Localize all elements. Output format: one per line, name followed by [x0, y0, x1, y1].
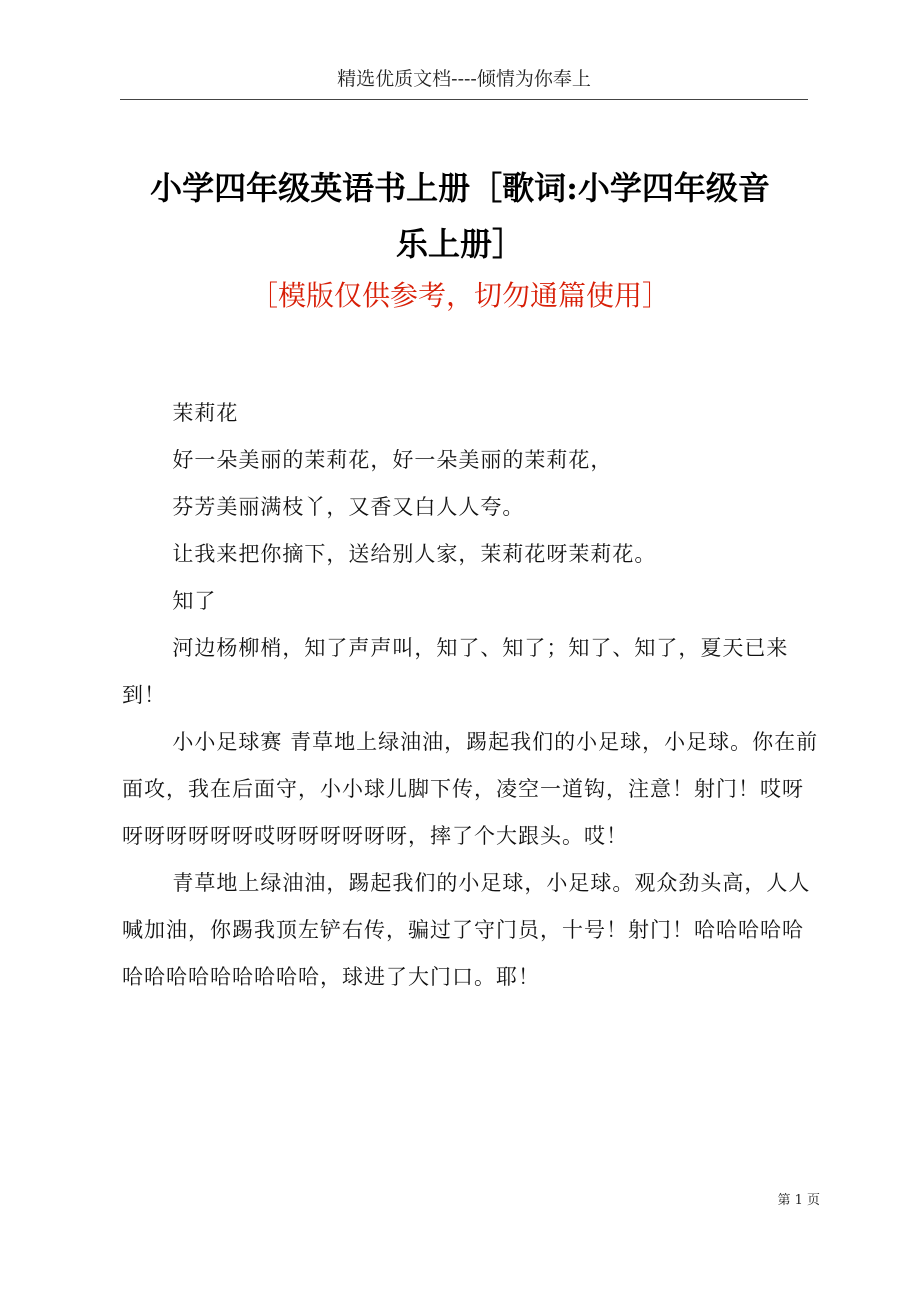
page-number: 第 1 页: [777, 1193, 820, 1208]
paragraph: 茉莉花: [172, 401, 239, 425]
template-notice: ［模版仅供参考，切勿通篇使用］: [249, 279, 670, 312]
title-line-1: 小学四年级英语书上册［歌词:小学四年级音: [150, 169, 770, 207]
page-header: 精选优质文档----倾情为你奉上: [120, 64, 808, 100]
title-line-2: 乐上册］: [395, 225, 524, 263]
paragraph: 河边杨柳梢，知了声声叫，知了、知了；知了、知了，夏天已来到！: [122, 636, 789, 707]
paragraph: 知了: [172, 589, 217, 613]
document-body: [122, 390, 822, 1001]
paragraph: 好一朵美丽的茉莉花，好一朵美丽的茉莉花，: [172, 448, 613, 472]
paragraph: 让我来把你摘下，送给别人家，茉莉花呀茉莉花。: [172, 542, 657, 566]
document-title: [80, 160, 840, 272]
paragraph: 小小足球赛 青草地上绿油油，踢起我们的小足球，小足球。你在前面攻，我在后面守，小小球儿脚下传，凌空一道钩，注意！射门！哎呀呀呀呀呀呀呀哎呀呀呀呀呀呀，摔了个大跟头。哎！: [122, 730, 819, 848]
paragraph: 芬芳美丽满枝丫，又香又白人人夸。: [172, 495, 525, 519]
paragraph: 青草地上绿油油，踢起我们的小足球，小足球。观众劲头高，人人喊加油，你踢我顶左铲右传，骗过了守门员，十号！射门！哈哈哈哈哈哈哈哈哈哈哈哈哈哈，球进了大门口。耶！: [122, 871, 811, 989]
